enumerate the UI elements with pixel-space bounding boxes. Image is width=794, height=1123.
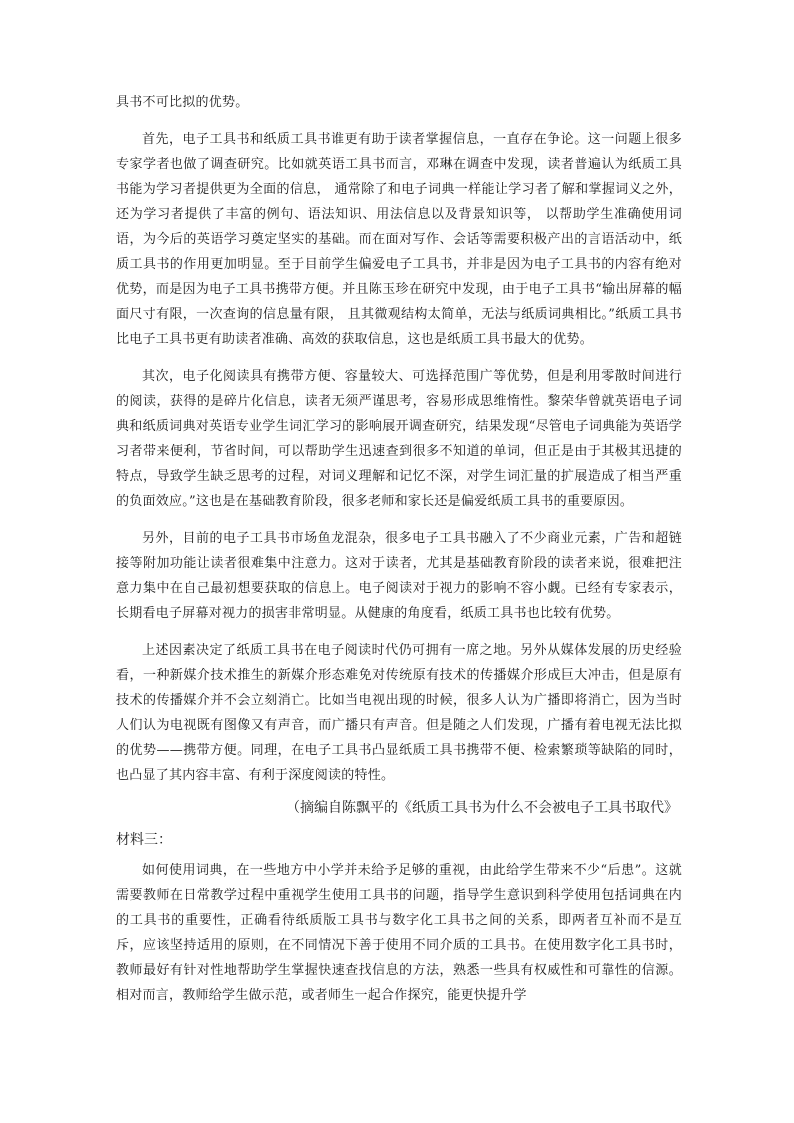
paragraph-material-three: 如何使用词典，在一些地方中小学并未给予足够的重视，由此给学生带来不少“后患”。这就需要教师在日常教学过程中重视学生使用工具书的问题，指导学生意识到科学使用包括词典在内的工具书的重要性，正确看待纸质版工具书与数字化工具书之间的关系，即两者互补而不是互斥，应该坚持适用的原则，在不同情况下善于使用不同介质的工具书。在使用数字化工具书时，教师最好有针对性地帮助学生掌握快速查找信息的方法，熟悉一些具有权威性和可靠性的信源。相对而言，教师给学生做示范，或者师生一起合作探究，能更快提升学 — [116, 863, 682, 1003]
article-body — [116, 90, 682, 800]
paragraph-third-point: 另外，目前的电子工具书市场鱼龙混杂，很多电子工具书融入了不少商业元素，广告和超链接等附加功能让读者很难集中注意力。这对于读者，尤其是基础教育阶段的读者来说，很难把注意力集中在自己最初想要获取的信息上。电子阅读对于视力的影响不容小觑。已经有专家表示，长期看电子屏幕对视力的损害非常明显。从健康的角度看，纸质工具书也比较有优势。 — [116, 531, 682, 621]
paragraph-first-point: 首先，电子工具书和纸质工具书谁更有助于读者掌握信息，一直存在争论。这一问题上很多专家学者也做了调查研究。比如就英语工具书而言，邓琳在调查中发现，读者普遍认为纸质工具书能为学习者提供更为全面的信息， 通常除了和电子词典一样能让学习者了解和掌握词义之外，还为学习者提供了丰富的例句、语法知识、用法信息以及背景知识等， 以帮助学生准确使用词语，为今后的英语学习奠定坚实的基础。而在面对写作、会话等需要积极产出的言语活动中，纸质工具书的作用更加明显。至于目前学生偏爱电子工具书，并非是因为电子工具书的内容有绝对优势，而是因为电子工具书携带方便。并且陈玉珍在研究中发现，由于电子工具书“输出屏幕的幅面尺寸有限，一次查询的信息量有限， 且其微观结构太简单，无法与纸质词典相比。”纸质工具书比电子工具书更有助读者准确、高效的获取信息，这也是纸质工具书最大的优势。 — [116, 132, 682, 347]
section-heading: 材料三： — [116, 831, 172, 847]
source-citation: （摘编自陈飘平的《纸质工具书为什么不会被电子工具书取代》 — [286, 799, 678, 815]
paragraph-continuation: 具书不可比拟的优势。 — [116, 95, 249, 110]
paragraph-second-point: 其次，电子化阅读具有携带方便、容量较大、可选择范围广等优势，但是利用零散时间进行的阅读，获得的是碎片化信息，读者无须严谨思考，容易形成思维惰性。黎荣华曾就英语电子词典和纸质词典对英语专业学生词汇学习的影响展开调查研究，结果发现“尽管电子词典能为英语学习者带来便利，节省时间，可以帮助学生迅速查到很多不知道的单词，但正是由于其极其迅捷的特点，导致学生缺乏思考的过程，对词义理解和记忆不深，对学生词汇量的扩展造成了相当严重的负面效应。”这也是在基础教育阶段，很多老师和家长还是偏爱纸质工具书的重要原因。 — [116, 369, 682, 509]
material-three-body — [116, 858, 682, 1020]
paragraph-conclusion: 上述因素决定了纸质工具书在电子阅读时代仍可拥有一席之地。另外从媒体发展的历史经验看，一种新媒介技术推生的新媒介形态难免对传统原有技术的传播媒介形成巨大冲击，但是原有技术的传播媒介并不会立刻消亡。比如当电视出现的时候，很多人认为广播即将消亡，因为当时人们认为电视既有图像又有声音，而广播只有声音。但是随之人们发现，广播有着电视无法比拟的优势——携带方便。同理，在电子工具书凸显纸质工具书携带不便、检索繁琐等缺陷的同时，也凸显了其内容丰富、有利于深度阅读的特性。 — [116, 643, 682, 783]
